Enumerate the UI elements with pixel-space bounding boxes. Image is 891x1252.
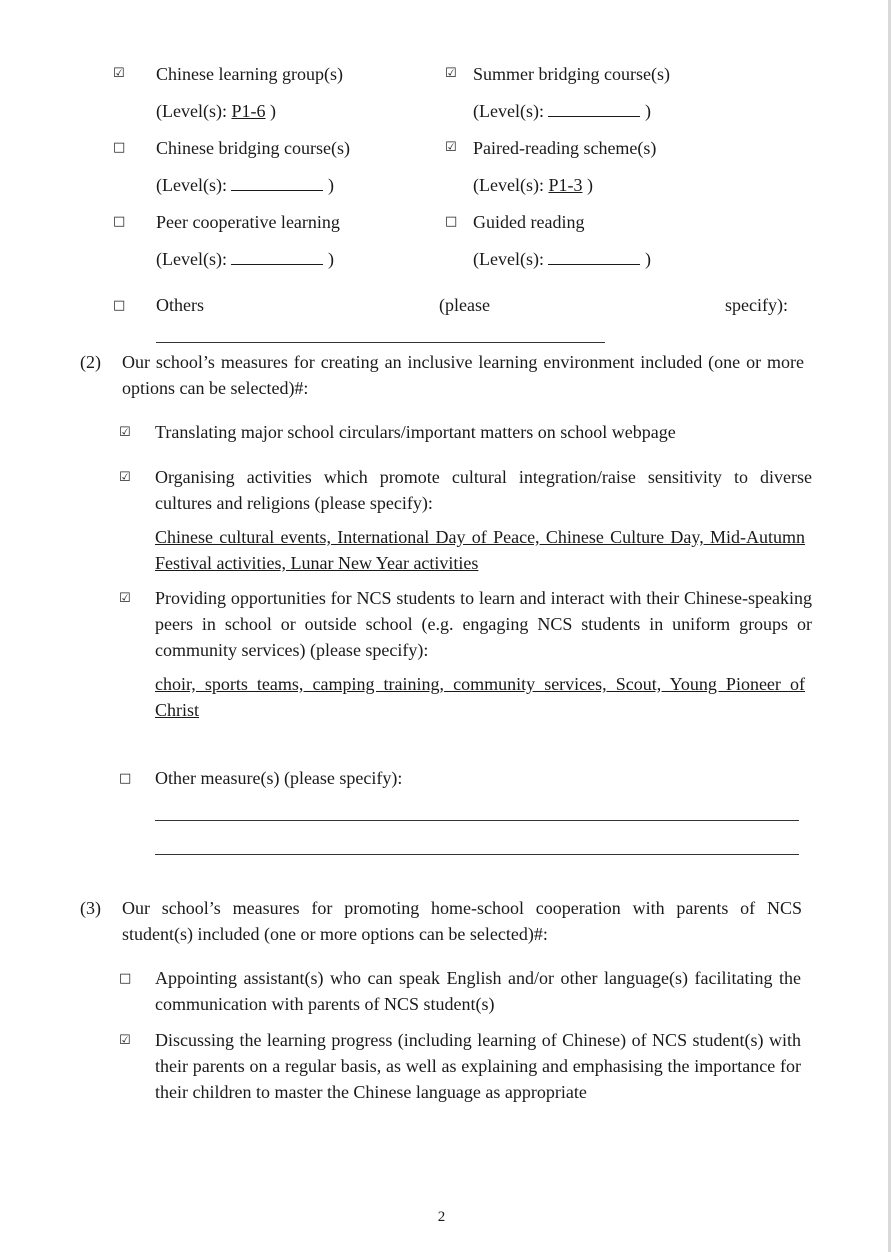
section-3-intro: Our school’s measures for promoting home-school cooperation with parents of NCS student(s) included (one or more options can be selected)#: [122, 898, 802, 944]
checkbox-chinese-learning-group[interactable]: ☑ [113, 66, 125, 81]
level-value-paired-reading-scheme: P1-3 [548, 175, 583, 195]
checkbox-chinese-bridging-course[interactable]: □ [113, 140, 126, 155]
level-blank-guided-reading[interactable] [548, 249, 640, 265]
option-label-chinese-learning-group: Chinese learning group(s) [156, 64, 343, 84]
checkbox-paired-reading-scheme[interactable]: ☑ [445, 140, 457, 155]
checkbox-summer-bridging-course[interactable]: ☑ [445, 66, 457, 81]
level-line-chinese-bridging-course: (Level(s): ) [156, 175, 334, 195]
level-line-peer-cooperative-learning: (Level(s): ) [156, 249, 334, 269]
checkbox-peer-cooperative-learning[interactable]: □ [113, 214, 126, 229]
level-line-chinese-learning-group: (Level(s): P1-6 ) [156, 101, 276, 121]
others-specify-word: specify): [725, 295, 788, 315]
section-3-number: (3) [80, 898, 101, 918]
page-number: 2 [437, 1209, 446, 1225]
item-appointing-assistants: Appointing assistant(s) who can speak English and/or other language(s) facilitating the communication with parents of NCS student(s) [155, 968, 801, 1014]
item-interact-peers: Providing opportunities for NCS students to learn and interact with their Chinese-speaking peers in school or outside school (e.g. engaging NCS students in uniform groups or community services) (please specify): [155, 588, 812, 660]
checkbox-other-measures[interactable]: □ [119, 771, 132, 786]
checkbox-guided-reading[interactable]: □ [445, 214, 458, 229]
option-label-guided-reading: Guided reading [473, 212, 585, 232]
checkbox-discussing-progress[interactable]: ☑ [119, 1033, 131, 1048]
level-blank-chinese-bridging-course[interactable] [231, 175, 323, 191]
option-label-others: Others [156, 295, 204, 315]
others-answer-line[interactable] [156, 342, 605, 343]
answer-interact-peers: choir, sports teams, camping training, community services, Scout, Young Pioneer of Christ [155, 674, 805, 720]
other-measures-line-2[interactable] [155, 854, 799, 855]
answer-cultural-integration: Chinese cultural events, International Day of Peace, Chinese Culture Day, Mid-Autumn Festival activities, Lunar New Year activities [155, 527, 805, 573]
item-discussing-progress: Discussing the learning progress (including learning of Chinese) of NCS student(s) with their parents on a regular basis, as well as explaining and emphasising the importance for their children to master the Chinese language as appropriate [155, 1030, 801, 1102]
option-label-peer-cooperative-learning: Peer cooperative learning [156, 212, 340, 232]
level-blank-peer-cooperative-learning[interactable] [231, 249, 323, 265]
checkbox-appointing-assistants[interactable]: □ [119, 971, 132, 986]
option-label-paired-reading-scheme: Paired-reading scheme(s) [473, 138, 657, 158]
level-line-paired-reading-scheme: (Level(s): P1-3 ) [473, 175, 593, 195]
checkbox-translating-circulars[interactable]: ☑ [119, 425, 131, 440]
level-value-chinese-learning-group: P1-6 [231, 101, 266, 121]
option-label-summer-bridging-course: Summer bridging course(s) [473, 64, 670, 84]
item-cultural-integration: Organising activities which promote cultural integration/raise sensitivity to diverse cultures and religions (please specify): [155, 467, 812, 513]
other-measures-line-1[interactable] [155, 820, 799, 821]
item-translating-circulars: Translating major school circulars/important matters on school webpage [155, 422, 676, 442]
checkbox-interact-peers[interactable]: ☑ [119, 591, 131, 606]
checkbox-cultural-integration[interactable]: ☑ [119, 470, 131, 485]
option-label-chinese-bridging-course: Chinese bridging course(s) [156, 138, 350, 158]
item-other-measures: Other measure(s) (please specify): [155, 768, 403, 788]
level-line-guided-reading: (Level(s): ) [473, 249, 651, 269]
section-2-intro: Our school’s measures for creating an inclusive learning environment included (one or more options can be selected)#: [122, 352, 804, 398]
section-2-number: (2) [80, 352, 101, 372]
level-blank-summer-bridging-course[interactable] [548, 101, 640, 117]
others-please-word: (please [439, 295, 490, 315]
checkbox-others[interactable]: □ [113, 298, 126, 313]
level-line-summer-bridging-course: (Level(s): ) [473, 101, 651, 121]
